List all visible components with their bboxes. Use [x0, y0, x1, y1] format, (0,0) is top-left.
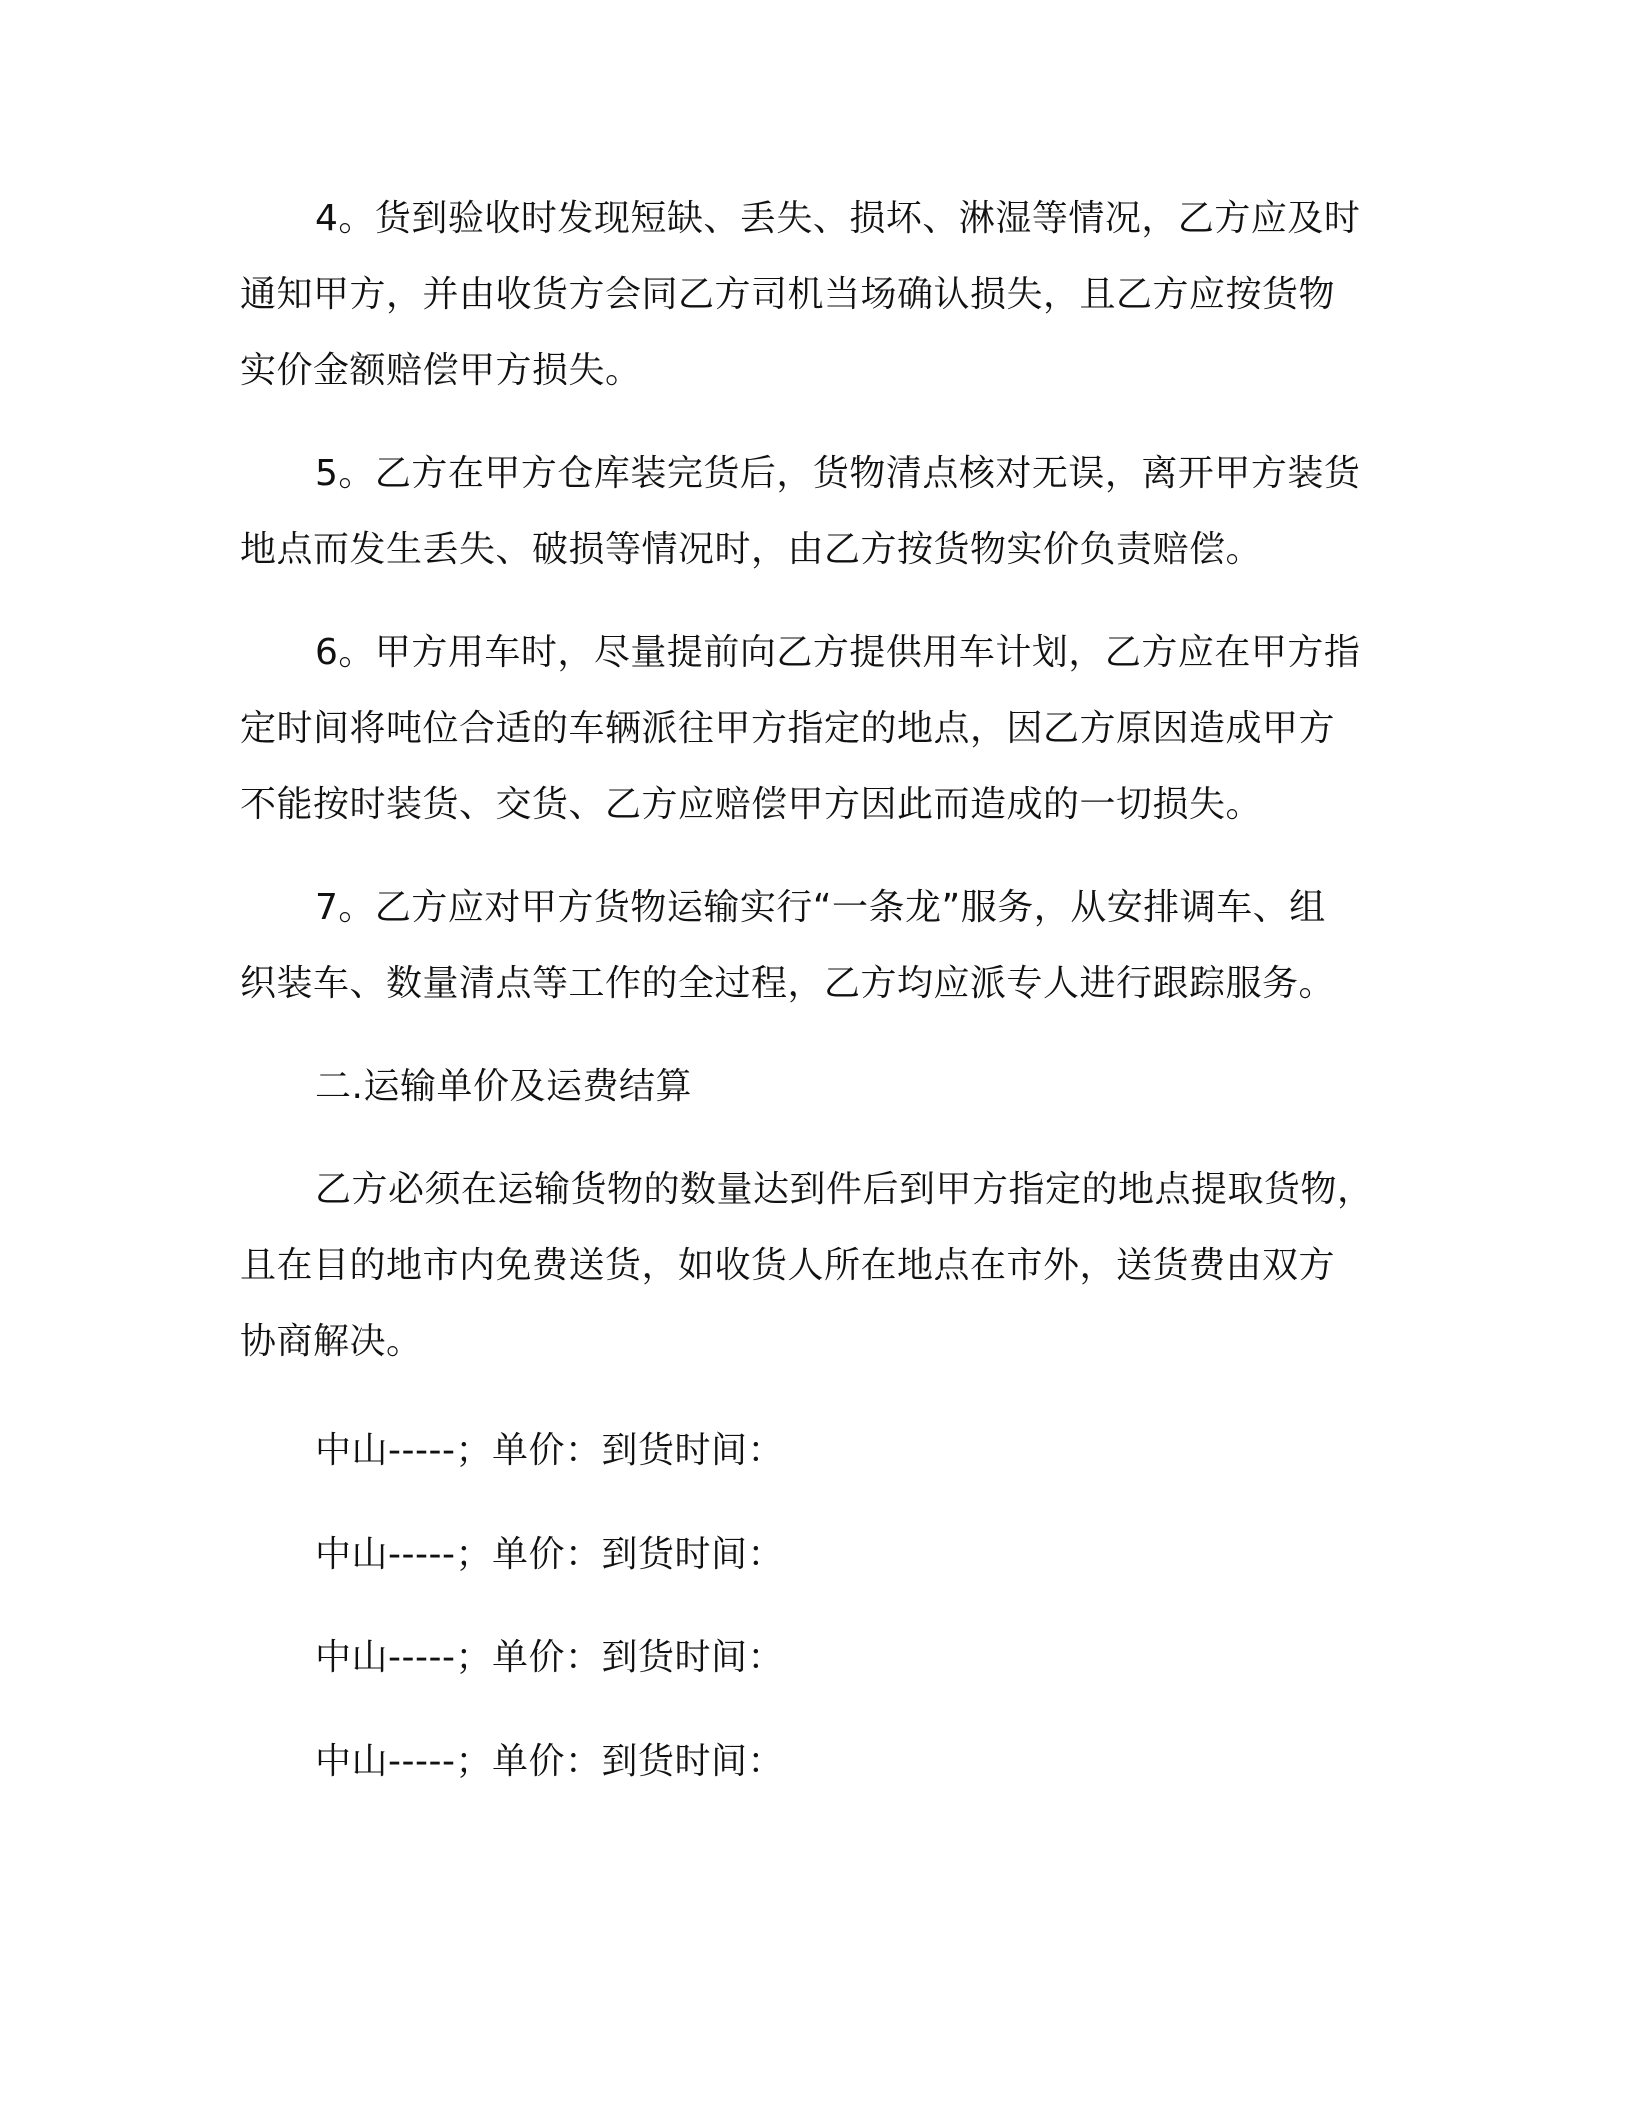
clause-6-line-3: 不能按时装货、交货、乙方应赔偿甲方因此而造成的一切损失。 — [240, 784, 1263, 825]
section-paragraph-line-1: 乙方必须在运输货物的数量达到件后到甲方指定的地点提取货物， — [315, 1169, 1374, 1210]
section-paragraph-line-3: 协商解决。 — [240, 1321, 423, 1362]
price-row: 中山-----；单价：到货时间： — [315, 1430, 784, 1471]
section-paragraph-line-2: 且在目的地市内免费送货，如收货人所在地点在市外，送货费由双方 — [240, 1245, 1336, 1286]
price-row: 中山-----；单价：到货时间： — [315, 1741, 784, 1782]
clause-7-line-1: 7。乙方应对甲方货物运输实行“一条龙”服务，从安排调车、组 — [315, 887, 1326, 928]
clause-4-line-1: 4。货到验收时发现短缺、丢失、损坏、淋湿等情况，乙方应及时 — [315, 198, 1361, 239]
clause-5-line-1: 5。乙方在甲方仓库装完货后，货物清点核对无误，离开甲方装货 — [315, 453, 1361, 494]
clause-4-line-3: 实价金额赔偿甲方损失。 — [240, 350, 642, 391]
clause-7-line-2: 织装车、数量清点等工作的全过程，乙方均应派专人进行跟踪服务。 — [240, 963, 1336, 1004]
clause-5-line-2: 地点而发生丢失、破损等情况时，由乙方按货物实价负责赔偿。 — [240, 529, 1263, 570]
price-row: 中山-----；单价：到货时间： — [315, 1637, 784, 1678]
clause-6-line-2: 定时间将吨位合适的车辆派往甲方指定的地点，因乙方原因造成甲方 — [240, 708, 1336, 749]
clause-6-line-1: 6。甲方用车时，尽量提前向乙方提供用车计划，乙方应在甲方指 — [315, 632, 1361, 673]
clause-4-line-2: 通知甲方，并由收货方会同乙方司机当场确认损失，且乙方应按货物 — [240, 274, 1336, 315]
section-heading: 二.运输单价及运费结算 — [315, 1066, 692, 1107]
price-row: 中山-----；单价：到货时间： — [315, 1534, 784, 1575]
